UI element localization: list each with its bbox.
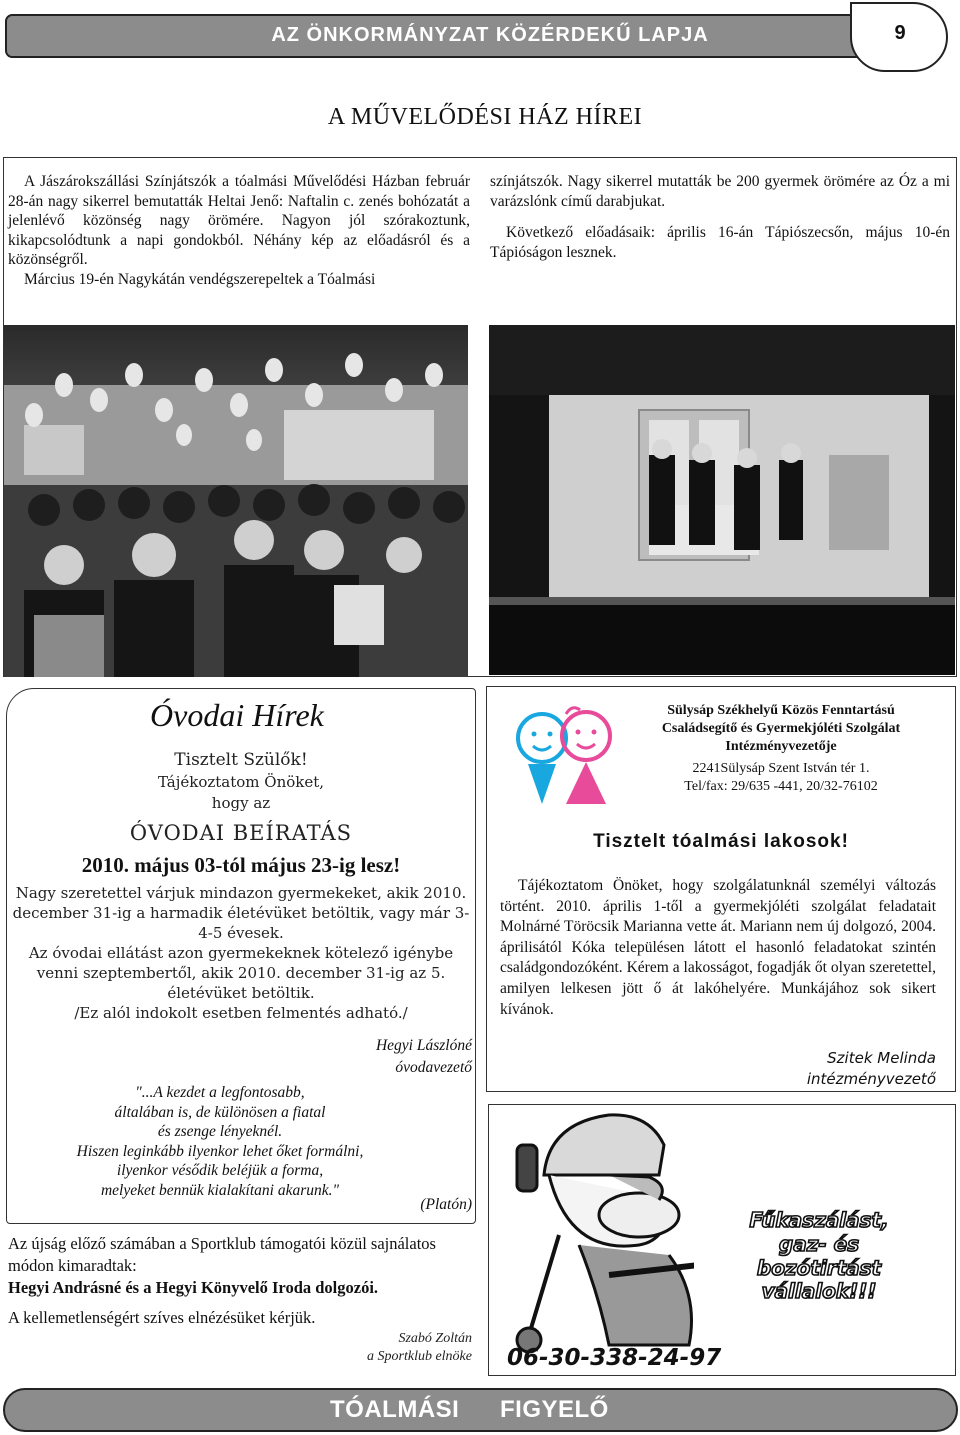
sport-signature [300, 1330, 472, 1366]
kindergarten-body-paragraph: /Ez alól indokolt esetben felmentés adható./ [74, 1004, 408, 1022]
kindergarten-enrollment-headline: ÓVODAI BEÍRATÁS [129, 821, 353, 845]
kindergarten-intro-line: Tájékoztatom Önöket, [157, 773, 325, 791]
kindergarten-intro [6, 772, 476, 814]
ad-phone-number: 06-30-338-24-97 [507, 1345, 722, 1371]
ad-line-2: gaz- és [778, 1232, 860, 1256]
quote-line: ilyenkor vésődik beléjük a forma, [116, 1162, 324, 1179]
sport-sponsor-names: Hegyi Andrásné és a Hegyi Könyvelő Iroda dolgozói. [8, 1278, 379, 1297]
kindergarten-news-title: Óvodai Hírek [150, 697, 324, 733]
page-footer-bar [3, 1388, 958, 1432]
quote-author: (Platón) [420, 1196, 472, 1213]
page-header [0, 0, 960, 80]
culture-paragraph: színjátszók. Nagy sikerrel mutatták be 200 gyermek örömére az Óz a mi varázslónk című darabjukat. [490, 173, 950, 210]
sport-signature-name: Szabó Zoltán [398, 1331, 472, 1346]
family-signature-role: intézményvezető [806, 1070, 936, 1088]
section-title: A MŰVELŐDÉSI HÁZ HÍREI [327, 104, 643, 130]
kindergarten-intro-line: hogy az [211, 794, 271, 812]
page-number: 9 [894, 22, 906, 44]
quote-line: Hiszen leginkább ilyenkor lehet őket formálni, [76, 1142, 364, 1160]
stage-photo [489, 325, 955, 675]
kindergarten-body [6, 883, 476, 1023]
organization-name [636, 702, 926, 756]
family-signature-name: Szitek Melinda [827, 1049, 936, 1067]
children-logo-icon [500, 700, 630, 810]
mowing-ad [488, 1104, 956, 1376]
ad-line-4: vállalok!!! [761, 1279, 877, 1303]
organization-contact [636, 760, 926, 796]
organization-name-line: Intézményvezetője [725, 739, 837, 754]
organization-phone: Tel/fax: 29/635 -441, 20/32-76102 [684, 779, 878, 794]
kindergarten-signature-name: Hegyi Lászlóné [375, 1037, 472, 1054]
culture-paragraph: Következő előadásaik: április 16-án Tápiószecsőn, május 10-én Tápióságon lesznek. [490, 224, 950, 261]
kindergarten-signature [250, 1035, 472, 1079]
plato-quote [30, 1083, 410, 1200]
sport-signature-role: a Sportklub elnöke [367, 1349, 472, 1364]
sport-apology: A kellemetlenségért szíves elnézésüket kérjük. [8, 1308, 316, 1327]
culture-paragraph: Március 19-én Nagykátán vendégszerepeltek a Tóalmási [24, 270, 376, 288]
audience-photo-illustration [4, 325, 468, 677]
kindergarten-body-paragraph: Nagy szeretettel várjuk mindazon gyermekeket, akik 2010. december 31-ig a harmadik életévüket betöltik, vagy már 3-4-5 évesek. [12, 884, 470, 942]
ad-line-3: bozótirtást [756, 1256, 882, 1280]
residents-greeting: Tisztelt tóalmási lakosok! [593, 831, 849, 852]
kindergarten-enrollment-date: 2010. május 03-tól május 23-ig lesz! [81, 853, 401, 877]
quote-line: melyeket bennük kialakítani akarunk." [100, 1181, 340, 1199]
kindergarten-body-paragraph: Az óvodai ellátást azon gyermekeknek kötelező igénybe venni szeptembertől, akik 2010. december 31-ig az 5. életévüket betöltik. [28, 944, 454, 1002]
organization-name-line: Családsegítő és Gyermekjóléti Szolgálat [661, 721, 901, 736]
culture-article-left-column [8, 172, 470, 290]
culture-paragraph: A Jászárokszállási Színjátszók a tóalmási Művelődési Házban február 28-án nagy sikerrel bemutatták Heltai Jenő: Naftalin c. zenés bohózatát a jelenlévő közönség nagy örömére. Nagyon jól szórakoztunk, kikapcsolódtunk a napi gondokból. Néhány kép az előadásról és a közönségről. [8, 173, 470, 269]
audience-photo [4, 325, 468, 677]
culture-article-right-column [490, 172, 950, 262]
organization-name-line: Sülysáp Székhelyű Közös Fenntartású [667, 703, 895, 718]
quote-line: általában is, de különösen a fiatal [114, 1103, 326, 1121]
kindergarten-signature-role: óvodavezető [395, 1059, 472, 1076]
family-service-signature [700, 1048, 936, 1090]
kindergarten-greeting: Tisztelt Szülők! [174, 750, 308, 770]
sport-correction-text: Az újság előző számában a Sportklub támogatói közül sajnálatos módon kimaradtak: [8, 1234, 436, 1275]
children-logo [500, 700, 630, 810]
family-service-body: Tájékoztatom Önöket, hogy szolgálatunknál személyi változás történt. 2010. április 1-től a gyermekjóléti szolgálat feladatait Molnárné Töröcsik Marianna vette át. Mariann nem új dolgozó, 2004. áprilisától Kóka településen látott el hasonló feladatokat szintén családgondozóként. Kérem a lakosságot, fogadják őt olyan szeretettel, amilyen lelkesen jött ő át lakóhelyére. Munkájához sok sikert kívánok. [500, 877, 936, 1018]
ad-line-1: Fűkaszálást, [749, 1208, 889, 1232]
stage-photo-illustration [489, 325, 955, 675]
newspaper-name-right: FIGYELŐ [500, 1396, 609, 1423]
newspaper-name-left: TÓALMÁSI [330, 1396, 460, 1423]
organization-address: 2241Sülysáp Szent István tér 1. [692, 761, 870, 776]
newspaper-tagline: AZ ÖNKORMÁNYZAT KÖZÉRDEKŰ LAPJA [271, 24, 709, 46]
mowing-ad-illustration [489, 1105, 956, 1376]
quote-line: "...A kezdet a legfontosabb, [135, 1084, 305, 1101]
quote-line: és zsenge lényeknél. [157, 1123, 283, 1140]
